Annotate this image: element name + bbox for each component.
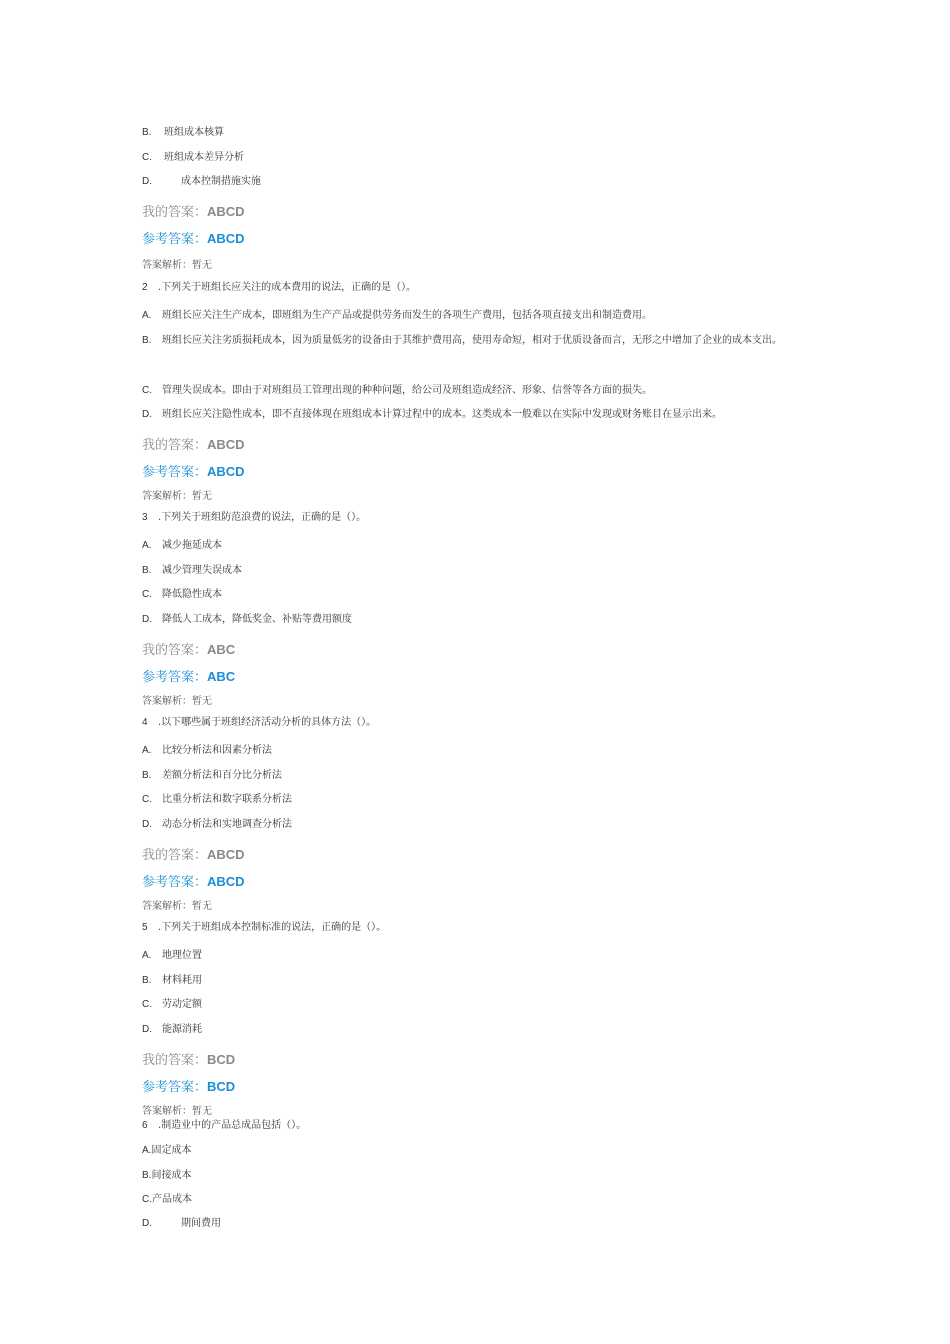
option-text: 劳动定额 <box>162 999 202 1010</box>
option-letter: D. <box>142 1024 152 1035</box>
my-answer <box>142 437 245 454</box>
reference-answer-label: 参考答案： <box>142 232 208 247</box>
option-q6-b <box>142 1169 191 1183</box>
option-q6-c <box>142 1193 192 1207</box>
option-text: 成本控制措施实施 <box>181 176 261 187</box>
option-letter: D. <box>142 176 152 187</box>
option-q2-c <box>142 384 652 398</box>
question-text: .下列关于班组长应关注的成本费用的说法，正确的是（）。 <box>158 282 417 293</box>
option-letter: C. <box>142 385 152 396</box>
question-6-title <box>142 1119 306 1133</box>
option-letter: C. <box>142 999 152 1010</box>
option-text: 动态分析法和实地调查分析法 <box>162 819 292 830</box>
answer-analysis: 答案解析：暂无 <box>142 260 212 271</box>
my-answer <box>142 1052 235 1069</box>
option-letter: B. <box>142 770 152 781</box>
option-q6-d <box>142 1217 221 1231</box>
option-q4-a <box>142 744 272 758</box>
option-letter: B. <box>142 1170 152 1181</box>
option-letter: B. <box>142 127 152 138</box>
my-answer-value: ABCD <box>207 437 245 452</box>
option-text: 能源消耗 <box>162 1024 202 1035</box>
question-number: 3 <box>142 512 148 523</box>
option-text: 班组成本核算 <box>164 127 224 138</box>
my-answer-label: 我的答案： <box>142 205 208 220</box>
reference-answer-value: ABCD <box>207 464 245 479</box>
my-answer-value: ABCD <box>207 847 245 862</box>
reference-answer-value: ABCD <box>207 231 245 246</box>
question-2-title <box>142 281 416 295</box>
option-letter: D. <box>142 409 152 420</box>
option-letter: C. <box>142 589 152 600</box>
option-q3-c <box>142 588 222 602</box>
option-text: 产品成本 <box>152 1194 192 1205</box>
answer-analysis: 答案解析：暂无 <box>142 696 212 707</box>
option-letter: C. <box>142 794 152 805</box>
option-letter: A. <box>142 745 152 756</box>
reference-answer <box>142 464 245 481</box>
option-text: 班组长应关注劣质损耗成本，因为质量低劣的设备由于其维护费用高，使用寿命短，相对于优质设备而言，无形之中增加了企业的成本支出。 <box>162 335 782 346</box>
option-letter: A. <box>142 1145 152 1156</box>
option-letter: D. <box>142 614 152 625</box>
my-answer-value: ABC <box>207 642 236 657</box>
option-letter: A. <box>142 310 152 321</box>
option-letter: D. <box>142 819 152 830</box>
option-text: 比重分析法和数字联系分析法 <box>162 794 292 805</box>
my-answer-label: 我的答案： <box>142 643 208 658</box>
option-text: 材料耗用 <box>162 975 202 986</box>
option-q5-c <box>142 998 202 1012</box>
reference-answer-label: 参考答案： <box>142 1080 208 1095</box>
option-q2-b <box>142 329 807 352</box>
question-number: 5 <box>142 922 148 933</box>
reference-answer-value: BCD <box>207 1079 236 1094</box>
option-text: 班组长应关注生产成本，即班组为生产产品或提供劳务而发生的各项生产费用，包括各项直接支出和制造费用。 <box>162 310 652 321</box>
question-number: 6 <box>142 1120 148 1131</box>
my-answer-label: 我的答案： <box>142 848 208 863</box>
option-q5-b <box>142 974 202 988</box>
option-text: 间接成本 <box>151 1170 192 1181</box>
reference-answer-label: 参考答案： <box>142 875 208 890</box>
option-letter: B. <box>142 975 152 986</box>
answer-analysis: 答案解析：暂无 <box>142 1106 212 1117</box>
option-q1-d <box>142 175 261 189</box>
my-answer-label: 我的答案： <box>142 1053 208 1068</box>
my-answer <box>142 204 245 221</box>
option-text: 班组成本差异分析 <box>164 152 244 163</box>
option-text: 差额分析法和百分比分析法 <box>162 770 282 781</box>
option-text: 固定成本 <box>151 1145 192 1156</box>
option-text: 地理位置 <box>162 950 202 961</box>
option-text: 降低人工成本，降低奖金、补贴等费用额度 <box>162 614 352 625</box>
option-q5-a <box>142 949 202 963</box>
answer-analysis: 答案解析：暂无 <box>142 491 212 502</box>
reference-answer-value: ABC <box>207 669 236 684</box>
question-4-title <box>142 716 376 730</box>
my-answer-label: 我的答案： <box>142 438 208 453</box>
option-q2-d <box>142 408 722 422</box>
reference-answer-label: 参考答案： <box>142 465 208 480</box>
option-q6-a <box>142 1144 191 1158</box>
reference-answer <box>142 231 245 248</box>
question-text: .以下哪些属于班组经济活动分析的具体方法（）。 <box>158 717 377 728</box>
option-letter: C. <box>142 1194 152 1205</box>
option-q1-b <box>142 126 224 140</box>
reference-answer <box>142 1079 235 1096</box>
question-number: 4 <box>142 717 148 728</box>
my-answer-value: ABCD <box>207 204 245 219</box>
option-text: 比较分析法和因素分析法 <box>162 745 272 756</box>
option-text: 降低隐性成本 <box>162 589 222 600</box>
my-answer <box>142 847 245 864</box>
option-text: 班组长应关注隐性成本，即不直接体现在班组成本计算过程中的成本。这类成本一般难以在实际中发现或财务账目在显示出来。 <box>162 409 722 420</box>
question-5-title <box>142 921 386 935</box>
reference-answer <box>142 874 245 891</box>
option-text: 管理失误成本。即由于对班组员工管理出现的种种问题，给公司及班组造成经济、形象、信誉等各方面的损失。 <box>162 385 652 396</box>
option-q4-d <box>142 818 292 832</box>
option-letter: B. <box>142 565 152 576</box>
reference-answer <box>142 669 235 686</box>
question-number: 2 <box>142 282 148 293</box>
option-letter: D. <box>142 1218 152 1229</box>
option-text: 减少管理失误成本 <box>162 565 242 576</box>
reference-answer-label: 参考答案： <box>142 670 208 685</box>
option-text: 期间费用 <box>181 1218 221 1229</box>
option-q3-d <box>142 613 352 627</box>
option-q4-b <box>142 769 282 783</box>
question-text: .制造业中的产品总成品包括（）。 <box>158 1120 307 1131</box>
option-letter: A. <box>142 540 152 551</box>
option-letter: C. <box>142 152 152 163</box>
reference-answer-value: ABCD <box>207 874 245 889</box>
option-q1-c <box>142 151 244 165</box>
option-text: 减少拖延成本 <box>162 540 222 551</box>
option-q3-a <box>142 539 222 553</box>
option-letter: B. <box>142 335 152 346</box>
my-answer-value: BCD <box>207 1052 236 1067</box>
question-text: .下列关于班组成本控制标准的说法，正确的是（）。 <box>158 922 387 933</box>
question-text: .下列关于班组防范浪费的说法，正确的是（）。 <box>158 512 367 523</box>
option-q3-b <box>142 564 242 578</box>
my-answer <box>142 642 235 659</box>
option-q5-d <box>142 1023 202 1037</box>
option-letter: A. <box>142 950 152 961</box>
question-3-title <box>142 511 366 525</box>
option-q4-c <box>142 793 292 807</box>
answer-analysis: 答案解析：暂无 <box>142 901 212 912</box>
option-q2-a <box>142 309 652 323</box>
